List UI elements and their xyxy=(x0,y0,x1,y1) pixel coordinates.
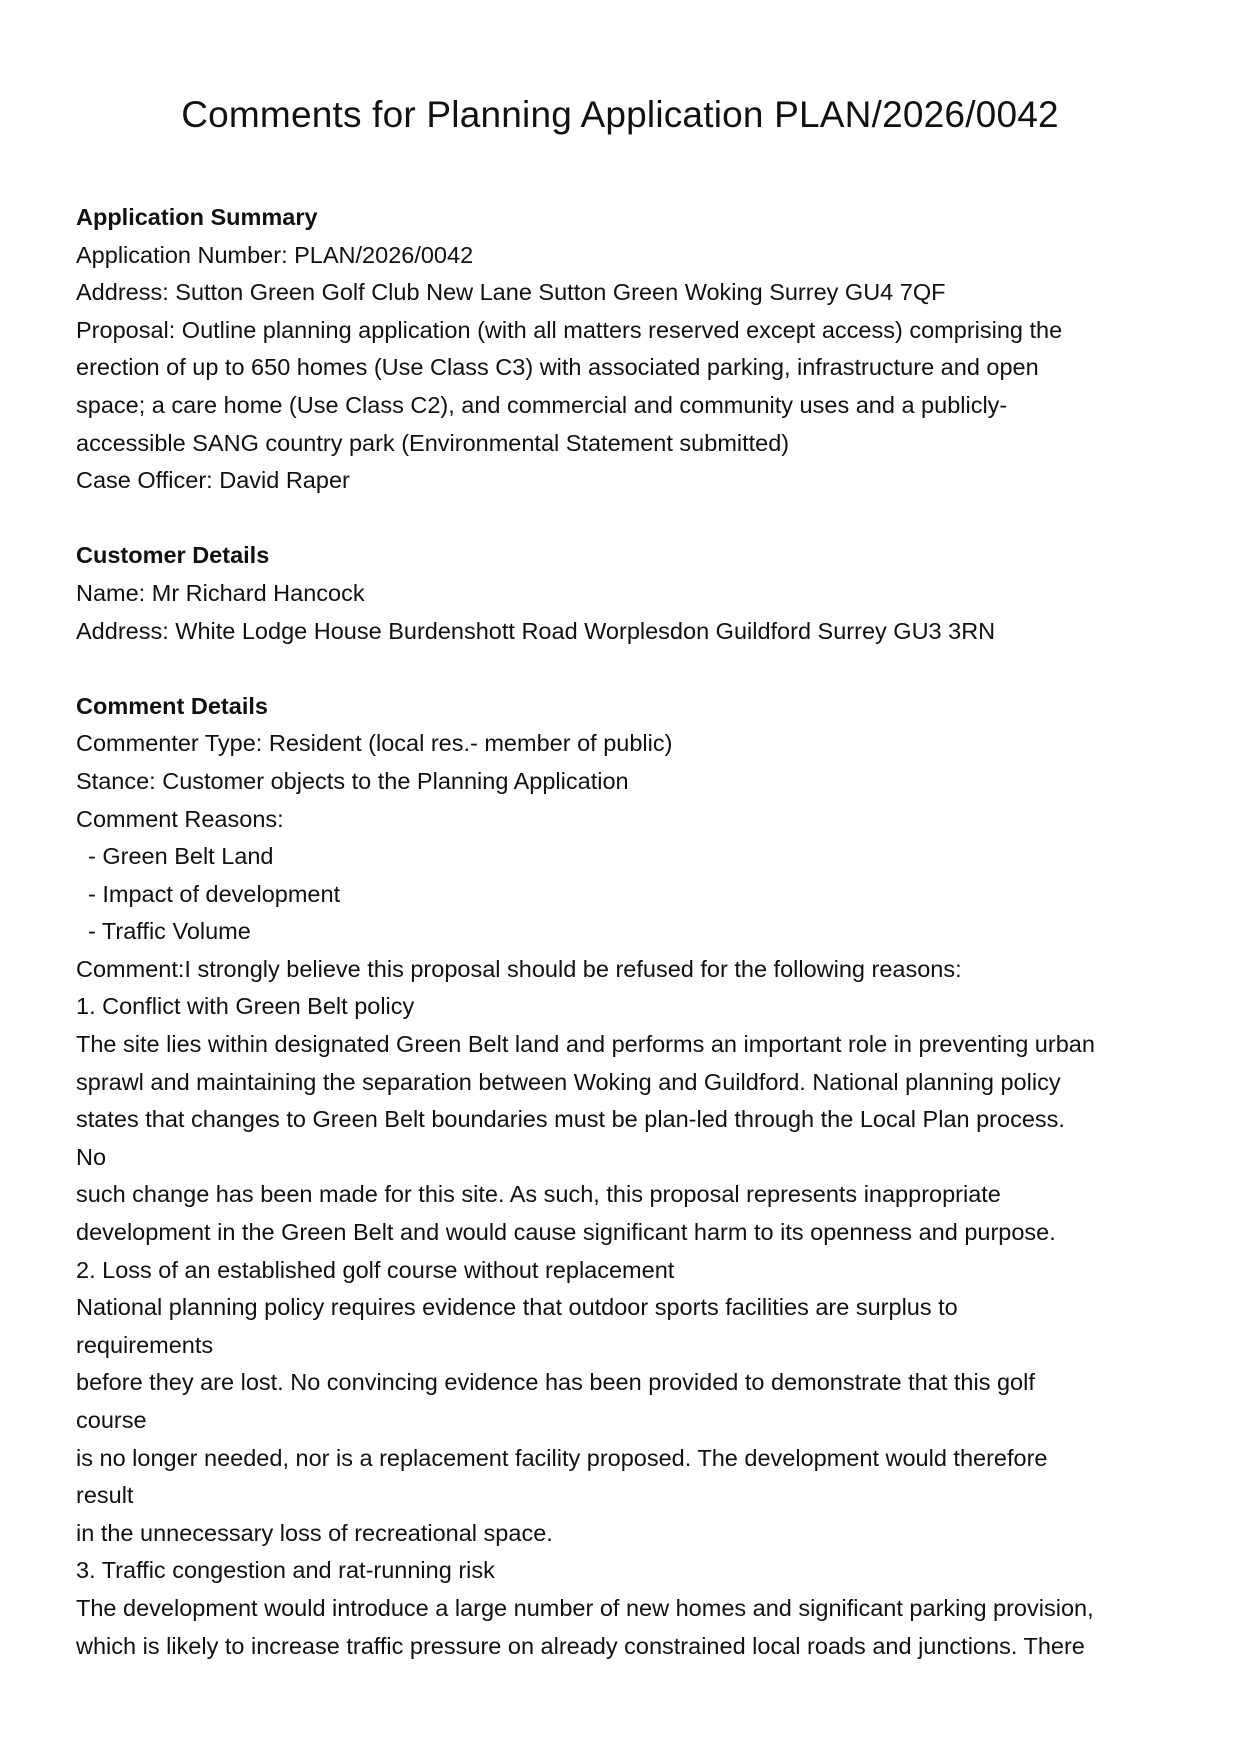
comment-line: states that changes to Green Belt boundaries must be plan-led through the Local Plan process. xyxy=(76,1106,1065,1133)
comment-details-section xyxy=(76,688,1186,1665)
comment-line: such change has been made for this site. As such, this proposal represents inappropriate xyxy=(76,1181,1001,1208)
comment-line: in the unnecessary loss of recreational space. xyxy=(76,1519,553,1546)
comment-line: which is likely to increase traffic pressure on already constrained local roads and junctions. There xyxy=(76,1632,1085,1659)
proposal-line: Proposal: Outline planning application (with all matters reserved except access) comprising the xyxy=(76,316,1063,343)
application-summary-heading: Application Summary xyxy=(76,204,318,230)
section-spacer xyxy=(76,650,1186,688)
comment-line: result xyxy=(76,1482,134,1509)
comment-line: 2. Loss of an established golf course without replacement xyxy=(76,1256,675,1283)
comment-line: is no longer needed, nor is a replacement facility proposed. The development would therefore xyxy=(76,1444,1048,1471)
customer-name: Name: Mr Richard Hancock xyxy=(76,579,365,606)
page-title: Comments for Planning Application PLAN/2026/0042 xyxy=(181,94,1059,135)
comment-line: The site lies within designated Green Belt land and performs an important role in preventing urban xyxy=(76,1031,1095,1058)
stance: Stance: Customer objects to the Planning Application xyxy=(76,767,629,794)
comment-line: before they are lost. No convincing evidence has been provided to demonstrate that this golf xyxy=(76,1369,1035,1396)
comment-line: course xyxy=(76,1407,147,1433)
application-summary-section xyxy=(76,199,1186,500)
comment-reason-item: - Green Belt Land xyxy=(88,843,274,870)
comment-reason-item: - Traffic Volume xyxy=(88,918,251,945)
commenter-type: Commenter Type: Resident (local res.- member of public) xyxy=(76,730,673,757)
document-body xyxy=(76,199,1186,1665)
comment-line: sprawl and maintaining the separation between Woking and Guildford. National planning policy xyxy=(76,1068,1061,1095)
comment-line: 3. Traffic congestion and rat-running risk xyxy=(76,1557,495,1584)
proposal-line: erection of up to 650 homes (Use Class C3) with associated parking, infrastructure and open xyxy=(76,354,1039,381)
proposal-line: space; a care home (Use Class C2), and commercial and community uses and a publicly- xyxy=(76,391,1008,418)
comment-reason-item: - Impact of development xyxy=(88,880,341,907)
customer-address: Address: White Lodge House Burdenshott Road Worplesdon Guildford Surrey GU3 3RN xyxy=(76,617,996,644)
comment-line: National planning policy requires evidence that outdoor sports facilities are surplus to xyxy=(76,1294,958,1321)
comment-reasons-label: Comment Reasons: xyxy=(76,805,284,832)
section-spacer xyxy=(76,500,1186,538)
comment-line: The development would introduce a large number of new homes and significant parking provision, xyxy=(76,1594,1094,1621)
comment-line: No xyxy=(76,1143,107,1170)
customer-details-section xyxy=(76,537,1186,650)
comment-line: requirements xyxy=(76,1331,214,1358)
comment-line: Comment:I strongly believe this proposal should be refused for the following reasons: xyxy=(76,955,962,982)
comment-details-heading: Comment Details xyxy=(76,692,268,719)
proposal-line: accessible SANG country park (Environmental Statement submitted) xyxy=(76,429,790,456)
customer-details-heading: Customer Details xyxy=(76,542,270,569)
application-address: Address: Sutton Green Golf Club New Lane Sutton Green Woking Surrey GU4 7QF xyxy=(76,279,946,306)
application-number: Application Number: PLAN/2026/0042 xyxy=(76,241,474,268)
case-officer: Case Officer: David Raper xyxy=(76,467,350,494)
comment-line: development in the Green Belt and would cause significant harm to its openness and purpose. xyxy=(76,1219,1056,1246)
comment-line: 1. Conflict with Green Belt policy xyxy=(76,993,415,1020)
